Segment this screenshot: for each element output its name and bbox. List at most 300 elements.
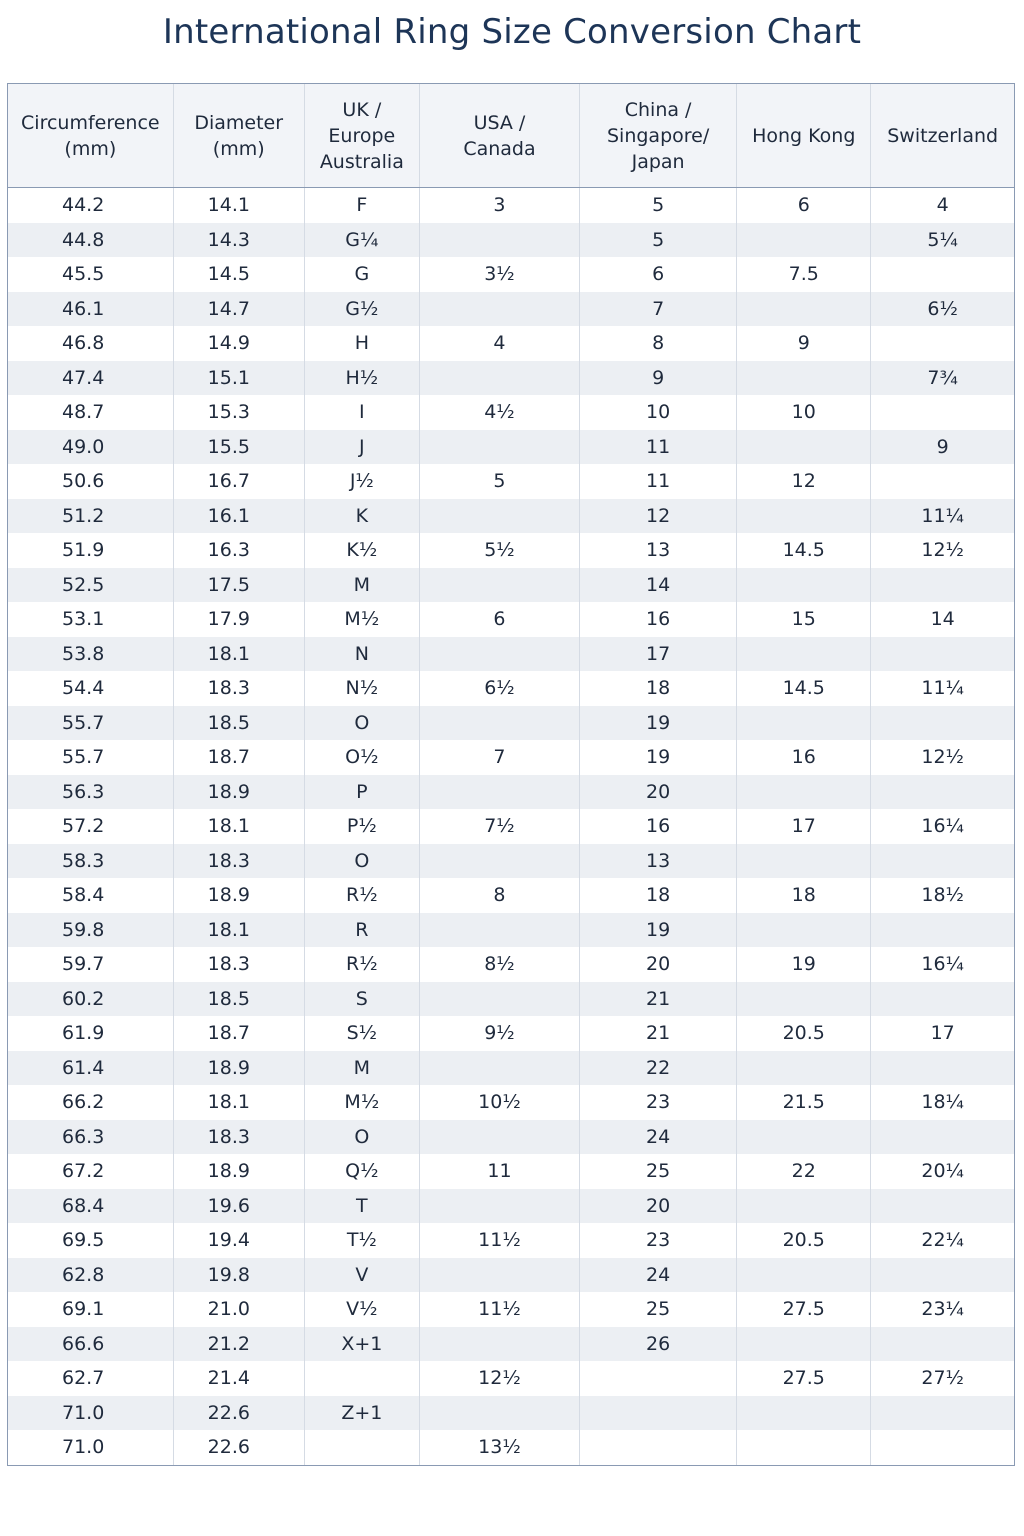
table-cell-uk-europe-australia: M <box>304 1051 419 1086</box>
page-title: International Ring Size Conversion Chart <box>162 12 862 52</box>
table-cell-usa-canada: 5½ <box>419 533 579 568</box>
table-cell-uk-europe-australia: R <box>304 913 419 948</box>
table-cell-uk-europe-australia: O <box>304 706 419 741</box>
table-cell-circumference: 66.2 <box>8 1085 173 1120</box>
table-cell-usa-canada: 4½ <box>419 395 579 430</box>
table-cell-china-singapore-japan: 6 <box>580 257 737 292</box>
table-cell-usa-canada: 10½ <box>419 1085 579 1120</box>
ring-size-table <box>8 84 1014 1465</box>
table-cell-hong-kong: 18 <box>737 878 871 913</box>
table-cell-usa-canada <box>419 844 579 879</box>
table-cell-diameter: 18.3 <box>173 1120 304 1155</box>
table-cell-diameter: 19.4 <box>173 1223 304 1258</box>
table-cell-uk-europe-australia: I <box>304 395 419 430</box>
table-cell-switzerland: 6½ <box>871 292 1014 327</box>
table-cell-china-singapore-japan: 17 <box>580 637 737 672</box>
table-cell-switzerland: 22¼ <box>871 1223 1014 1258</box>
table-cell-switzerland: 12½ <box>871 740 1014 775</box>
table-cell-hong-kong: 16 <box>737 740 871 775</box>
column-header-usa-canada <box>419 84 579 188</box>
table-cell-hong-kong: 10 <box>737 395 871 430</box>
table-cell-hong-kong <box>737 1189 871 1224</box>
table-cell-usa-canada <box>419 637 579 672</box>
table-header-row <box>8 84 1014 188</box>
table-cell-china-singapore-japan: 12 <box>580 499 737 534</box>
table-cell-uk-europe-australia: J½ <box>304 464 419 499</box>
table-cell-circumference: 50.6 <box>8 464 173 499</box>
table-cell-diameter: 18.1 <box>173 637 304 672</box>
table-cell-circumference: 47.4 <box>8 361 173 396</box>
table-cell-uk-europe-australia: R½ <box>304 947 419 982</box>
table-cell-uk-europe-australia: P½ <box>304 809 419 844</box>
table-cell-uk-europe-australia: G¼ <box>304 223 419 258</box>
table-cell-circumference: 46.1 <box>8 292 173 327</box>
table-cell-switzerland <box>871 982 1014 1017</box>
table-cell-switzerland <box>871 706 1014 741</box>
table-cell-china-singapore-japan: 11 <box>580 464 737 499</box>
table-cell-usa-canada <box>419 913 579 948</box>
table-cell-china-singapore-japan: 20 <box>580 775 737 810</box>
table-cell-china-singapore-japan <box>580 1361 737 1396</box>
table-row <box>8 740 1014 775</box>
table-cell-usa-canada <box>419 982 579 1017</box>
table-cell-switzerland: 16¼ <box>871 809 1014 844</box>
table-cell-diameter: 21.4 <box>173 1361 304 1396</box>
table-row <box>8 775 1014 810</box>
table-cell-diameter: 15.1 <box>173 361 304 396</box>
table-cell-china-singapore-japan: 18 <box>580 671 737 706</box>
table-cell-switzerland <box>871 568 1014 603</box>
table-cell-hong-kong: 20.5 <box>737 1016 871 1051</box>
table-cell-circumference: 71.0 <box>8 1430 173 1465</box>
table-cell-uk-europe-australia: K½ <box>304 533 419 568</box>
table-cell-switzerland: 23¼ <box>871 1292 1014 1327</box>
table-row <box>8 1154 1014 1189</box>
table-cell-china-singapore-japan: 25 <box>580 1154 737 1189</box>
table-row <box>8 223 1014 258</box>
table-row <box>8 982 1014 1017</box>
table-cell-diameter: 18.9 <box>173 878 304 913</box>
table-cell-hong-kong: 14.5 <box>737 671 871 706</box>
table-cell-usa-canada <box>419 223 579 258</box>
table-cell-circumference: 55.7 <box>8 706 173 741</box>
table-row <box>8 1292 1014 1327</box>
table-cell-hong-kong: 19 <box>737 947 871 982</box>
table-cell-circumference: 66.3 <box>8 1120 173 1155</box>
table-row <box>8 292 1014 327</box>
table-cell-diameter: 18.1 <box>173 1085 304 1120</box>
table-cell-diameter: 14.5 <box>173 257 304 292</box>
header-line: Europe <box>328 124 396 147</box>
table-cell-switzerland: 27½ <box>871 1361 1014 1396</box>
table-cell-usa-canada <box>419 1258 579 1293</box>
table-cell-diameter: 18.1 <box>173 809 304 844</box>
table-cell-hong-kong <box>737 844 871 879</box>
table-cell-uk-europe-australia: K <box>304 499 419 534</box>
table-row <box>8 1223 1014 1258</box>
table-cell-uk-europe-australia: T½ <box>304 1223 419 1258</box>
table-row <box>8 1327 1014 1362</box>
table-row <box>8 1120 1014 1155</box>
table-cell-diameter: 15.3 <box>173 395 304 430</box>
table-cell-usa-canada <box>419 1396 579 1431</box>
header-line: (mm) <box>212 137 265 160</box>
table-row <box>8 1361 1014 1396</box>
table-cell-circumference: 57.2 <box>8 809 173 844</box>
table-cell-switzerland: 4 <box>871 188 1014 223</box>
table-row <box>8 361 1014 396</box>
table-cell-switzerland <box>871 257 1014 292</box>
table-cell-hong-kong: 12 <box>737 464 871 499</box>
table-row <box>8 1016 1014 1051</box>
table-row <box>8 188 1014 223</box>
table-cell-hong-kong <box>737 706 871 741</box>
table-cell-hong-kong: 21.5 <box>737 1085 871 1120</box>
table-cell-hong-kong: 20.5 <box>737 1223 871 1258</box>
table-row <box>8 1430 1014 1465</box>
table-cell-diameter: 22.6 <box>173 1430 304 1465</box>
table-cell-usa-canada: 9½ <box>419 1016 579 1051</box>
table-cell-hong-kong: 15 <box>737 602 871 637</box>
table-cell-uk-europe-australia: V½ <box>304 1292 419 1327</box>
table-cell-hong-kong: 27.5 <box>737 1292 871 1327</box>
table-cell-switzerland: 12½ <box>871 533 1014 568</box>
table-cell-hong-kong: 14.5 <box>737 533 871 568</box>
table-row <box>8 499 1014 534</box>
table-cell-circumference: 45.5 <box>8 257 173 292</box>
table-cell-uk-europe-australia: P <box>304 775 419 810</box>
table-cell-usa-canada <box>419 292 579 327</box>
table-cell-switzerland <box>871 1258 1014 1293</box>
table-cell-switzerland <box>871 464 1014 499</box>
table-cell-switzerland <box>871 637 1014 672</box>
table-cell-hong-kong: 6 <box>737 188 871 223</box>
table-cell-hong-kong: 27.5 <box>737 1361 871 1396</box>
table-row <box>8 1189 1014 1224</box>
table-cell-china-singapore-japan: 23 <box>580 1085 737 1120</box>
table-cell-switzerland <box>871 326 1014 361</box>
table-row <box>8 706 1014 741</box>
table-cell-circumference: 61.9 <box>8 1016 173 1051</box>
table-cell-diameter: 18.5 <box>173 982 304 1017</box>
table-cell-usa-canada <box>419 430 579 465</box>
table-cell-switzerland <box>871 913 1014 948</box>
table-cell-circumference: 44.8 <box>8 223 173 258</box>
table-cell-hong-kong: 9 <box>737 326 871 361</box>
table-cell-circumference: 60.2 <box>8 982 173 1017</box>
table-row <box>8 602 1014 637</box>
table-cell-diameter: 22.6 <box>173 1396 304 1431</box>
table-cell-circumference: 67.2 <box>8 1154 173 1189</box>
table-cell-uk-europe-australia <box>304 1361 419 1396</box>
table-cell-diameter: 18.9 <box>173 1051 304 1086</box>
table-cell-hong-kong: 17 <box>737 809 871 844</box>
table-cell-hong-kong <box>737 1051 871 1086</box>
table-cell-usa-canada: 7½ <box>419 809 579 844</box>
table-cell-china-singapore-japan: 20 <box>580 947 737 982</box>
table-cell-china-singapore-japan: 24 <box>580 1120 737 1155</box>
table-cell-uk-europe-australia: Z+1 <box>304 1396 419 1431</box>
table-row <box>8 1085 1014 1120</box>
table-cell-usa-canada: 8 <box>419 878 579 913</box>
table-cell-hong-kong <box>737 568 871 603</box>
table-cell-uk-europe-australia: X+1 <box>304 1327 419 1362</box>
header-line: UK / <box>342 98 382 121</box>
table-cell-usa-canada <box>419 706 579 741</box>
header-line: Australia <box>319 150 404 173</box>
table-cell-uk-europe-australia: M <box>304 568 419 603</box>
table-cell-china-singapore-japan <box>580 1396 737 1431</box>
table-cell-circumference: 49.0 <box>8 430 173 465</box>
table-cell-diameter: 15.5 <box>173 430 304 465</box>
table-cell-uk-europe-australia: J <box>304 430 419 465</box>
table-cell-switzerland: 5¼ <box>871 223 1014 258</box>
table-cell-diameter: 17.9 <box>173 602 304 637</box>
table-cell-diameter: 18.9 <box>173 775 304 810</box>
table-cell-china-singapore-japan: 14 <box>580 568 737 603</box>
table-cell-china-singapore-japan: 13 <box>580 844 737 879</box>
table-cell-diameter: 19.6 <box>173 1189 304 1224</box>
column-header-uk-europe-australia <box>304 84 419 188</box>
table-cell-usa-canada: 11½ <box>419 1223 579 1258</box>
table-cell-diameter: 18.5 <box>173 706 304 741</box>
table-cell-usa-canada: 11 <box>419 1154 579 1189</box>
ring-size-table-container <box>7 83 1015 1466</box>
table-cell-switzerland: 11¼ <box>871 499 1014 534</box>
table-cell-china-singapore-japan: 22 <box>580 1051 737 1086</box>
table-cell-china-singapore-japan: 10 <box>580 395 737 430</box>
table-row <box>8 844 1014 879</box>
table-cell-switzerland <box>871 844 1014 879</box>
table-cell-diameter: 16.3 <box>173 533 304 568</box>
table-cell-circumference: 56.3 <box>8 775 173 810</box>
table-row <box>8 533 1014 568</box>
column-header-switzerland <box>871 84 1014 188</box>
table-cell-uk-europe-australia: O <box>304 1120 419 1155</box>
table-body <box>8 188 1014 1465</box>
table-cell-diameter: 21.2 <box>173 1327 304 1362</box>
table-cell-usa-canada: 13½ <box>419 1430 579 1465</box>
table-cell-usa-canada <box>419 1120 579 1155</box>
table-cell-hong-kong <box>737 361 871 396</box>
table-cell-circumference: 58.3 <box>8 844 173 879</box>
header-line: Circumference <box>21 111 160 134</box>
table-row <box>8 464 1014 499</box>
table-cell-china-singapore-japan: 13 <box>580 533 737 568</box>
table-cell-diameter: 14.1 <box>173 188 304 223</box>
table-cell-uk-europe-australia: G½ <box>304 292 419 327</box>
table-cell-switzerland: 16¼ <box>871 947 1014 982</box>
table-cell-china-singapore-japan: 21 <box>580 982 737 1017</box>
table-cell-diameter: 18.7 <box>173 1016 304 1051</box>
table-row <box>8 1396 1014 1431</box>
table-cell-china-singapore-japan: 16 <box>580 602 737 637</box>
table-cell-circumference: 53.1 <box>8 602 173 637</box>
table-cell-china-singapore-japan: 5 <box>580 223 737 258</box>
table-cell-hong-kong <box>737 982 871 1017</box>
table-cell-hong-kong <box>737 1120 871 1155</box>
table-cell-china-singapore-japan: 8 <box>580 326 737 361</box>
table-cell-uk-europe-australia: R½ <box>304 878 419 913</box>
table-cell-china-singapore-japan: 11 <box>580 430 737 465</box>
table-row <box>8 947 1014 982</box>
header-line: Hong Kong <box>752 124 856 147</box>
table-cell-circumference: 51.9 <box>8 533 173 568</box>
table-cell-diameter: 16.7 <box>173 464 304 499</box>
table-cell-china-singapore-japan: 19 <box>580 740 737 775</box>
table-cell-switzerland <box>871 1327 1014 1362</box>
table-cell-usa-canada: 7 <box>419 740 579 775</box>
table-cell-uk-europe-australia: H½ <box>304 361 419 396</box>
table-cell-diameter: 16.1 <box>173 499 304 534</box>
table-cell-usa-canada: 11½ <box>419 1292 579 1327</box>
column-header-china-singapore-japan <box>580 84 737 188</box>
table-cell-uk-europe-australia: F <box>304 188 419 223</box>
table-cell-circumference: 62.7 <box>8 1361 173 1396</box>
table-cell-circumference: 44.2 <box>8 188 173 223</box>
table-cell-china-singapore-japan <box>580 1430 737 1465</box>
table-row <box>8 257 1014 292</box>
table-cell-usa-canada <box>419 568 579 603</box>
table-cell-diameter: 18.9 <box>173 1154 304 1189</box>
table-cell-uk-europe-australia: M½ <box>304 1085 419 1120</box>
table-cell-circumference: 59.7 <box>8 947 173 982</box>
table-cell-china-singapore-japan: 5 <box>580 188 737 223</box>
table-cell-diameter: 21.0 <box>173 1292 304 1327</box>
header-line: Japan <box>631 150 685 173</box>
table-cell-hong-kong <box>737 292 871 327</box>
table-cell-hong-kong <box>737 1430 871 1465</box>
table-cell-hong-kong <box>737 1327 871 1362</box>
table-row <box>8 395 1014 430</box>
table-cell-china-singapore-japan: 21 <box>580 1016 737 1051</box>
header-line: Switzerland <box>887 124 999 147</box>
table-row <box>8 1258 1014 1293</box>
table-cell-usa-canada <box>419 361 579 396</box>
header-line: (mm) <box>64 137 117 160</box>
table-cell-china-singapore-japan: 16 <box>580 809 737 844</box>
table-cell-uk-europe-australia: H <box>304 326 419 361</box>
table-cell-circumference: 51.2 <box>8 499 173 534</box>
table-cell-hong-kong <box>737 223 871 258</box>
table-cell-usa-canada <box>419 499 579 534</box>
table-cell-uk-europe-australia: V <box>304 1258 419 1293</box>
table-cell-hong-kong <box>737 775 871 810</box>
table-cell-usa-canada: 5 <box>419 464 579 499</box>
table-cell-diameter: 14.7 <box>173 292 304 327</box>
table-cell-circumference: 46.8 <box>8 326 173 361</box>
table-cell-circumference: 68.4 <box>8 1189 173 1224</box>
table-cell-hong-kong <box>737 913 871 948</box>
table-cell-diameter: 14.3 <box>173 223 304 258</box>
table-row <box>8 637 1014 672</box>
table-cell-china-singapore-japan: 19 <box>580 706 737 741</box>
table-cell-hong-kong: 7.5 <box>737 257 871 292</box>
table-row <box>8 326 1014 361</box>
table-row <box>8 430 1014 465</box>
table-cell-uk-europe-australia: M½ <box>304 602 419 637</box>
table-cell-switzerland: 9 <box>871 430 1014 465</box>
table-cell-diameter: 14.9 <box>173 326 304 361</box>
table-cell-uk-europe-australia: S <box>304 982 419 1017</box>
table-cell-switzerland <box>871 1430 1014 1465</box>
table-cell-china-singapore-japan: 26 <box>580 1327 737 1362</box>
header-line: Singapore/ <box>606 124 710 147</box>
table-cell-circumference: 55.7 <box>8 740 173 775</box>
table-cell-switzerland <box>871 1189 1014 1224</box>
table-cell-hong-kong <box>737 1258 871 1293</box>
table-cell-usa-canada <box>419 1327 579 1362</box>
table-row <box>8 671 1014 706</box>
table-cell-circumference: 62.8 <box>8 1258 173 1293</box>
table-cell-china-singapore-japan: 9 <box>580 361 737 396</box>
table-cell-circumference: 48.7 <box>8 395 173 430</box>
table-cell-usa-canada <box>419 1051 579 1086</box>
table-cell-circumference: 66.6 <box>8 1327 173 1362</box>
table-cell-china-singapore-japan: 19 <box>580 913 737 948</box>
table-cell-hong-kong <box>737 1396 871 1431</box>
table-cell-uk-europe-australia: O½ <box>304 740 419 775</box>
table-cell-switzerland: 11¼ <box>871 671 1014 706</box>
table-cell-circumference: 61.4 <box>8 1051 173 1086</box>
table-cell-switzerland <box>871 1396 1014 1431</box>
table-cell-circumference: 54.4 <box>8 671 173 706</box>
table-cell-usa-canada: 3½ <box>419 257 579 292</box>
table-row <box>8 809 1014 844</box>
table-cell-diameter: 19.8 <box>173 1258 304 1293</box>
table-cell-switzerland: 18½ <box>871 878 1014 913</box>
table-cell-china-singapore-japan: 23 <box>580 1223 737 1258</box>
table-cell-switzerland: 18¼ <box>871 1085 1014 1120</box>
table-cell-switzerland: 7¾ <box>871 361 1014 396</box>
table-cell-diameter: 18.1 <box>173 913 304 948</box>
table-row <box>8 878 1014 913</box>
header-line: Canada <box>463 137 536 160</box>
table-cell-usa-canada <box>419 775 579 810</box>
table-cell-usa-canada: 8½ <box>419 947 579 982</box>
table-cell-china-singapore-japan: 25 <box>580 1292 737 1327</box>
table-cell-switzerland <box>871 1120 1014 1155</box>
table-cell-hong-kong: 22 <box>737 1154 871 1189</box>
header-line: USA / <box>473 111 526 134</box>
table-cell-circumference: 59.8 <box>8 913 173 948</box>
table-cell-china-singapore-japan: 18 <box>580 878 737 913</box>
table-cell-uk-europe-australia: O <box>304 844 419 879</box>
table-cell-china-singapore-japan: 7 <box>580 292 737 327</box>
table-cell-china-singapore-japan: 24 <box>580 1258 737 1293</box>
table-cell-switzerland: 17 <box>871 1016 1014 1051</box>
table-cell-switzerland <box>871 1051 1014 1086</box>
table-cell-china-singapore-japan: 20 <box>580 1189 737 1224</box>
table-cell-uk-europe-australia: N <box>304 637 419 672</box>
table-cell-uk-europe-australia: S½ <box>304 1016 419 1051</box>
table-cell-uk-europe-australia <box>304 1430 419 1465</box>
table-cell-circumference: 52.5 <box>8 568 173 603</box>
table-cell-hong-kong <box>737 499 871 534</box>
table-cell-uk-europe-australia: N½ <box>304 671 419 706</box>
column-header-circumference <box>8 84 173 188</box>
table-row <box>8 913 1014 948</box>
table-cell-usa-canada: 12½ <box>419 1361 579 1396</box>
column-header-diameter <box>173 84 304 188</box>
table-cell-usa-canada: 6 <box>419 602 579 637</box>
table-cell-diameter: 18.7 <box>173 740 304 775</box>
table-cell-uk-europe-australia: Q½ <box>304 1154 419 1189</box>
table-cell-switzerland <box>871 395 1014 430</box>
table-cell-diameter: 18.3 <box>173 844 304 879</box>
table-cell-hong-kong <box>737 637 871 672</box>
header-line: China / <box>624 98 692 121</box>
